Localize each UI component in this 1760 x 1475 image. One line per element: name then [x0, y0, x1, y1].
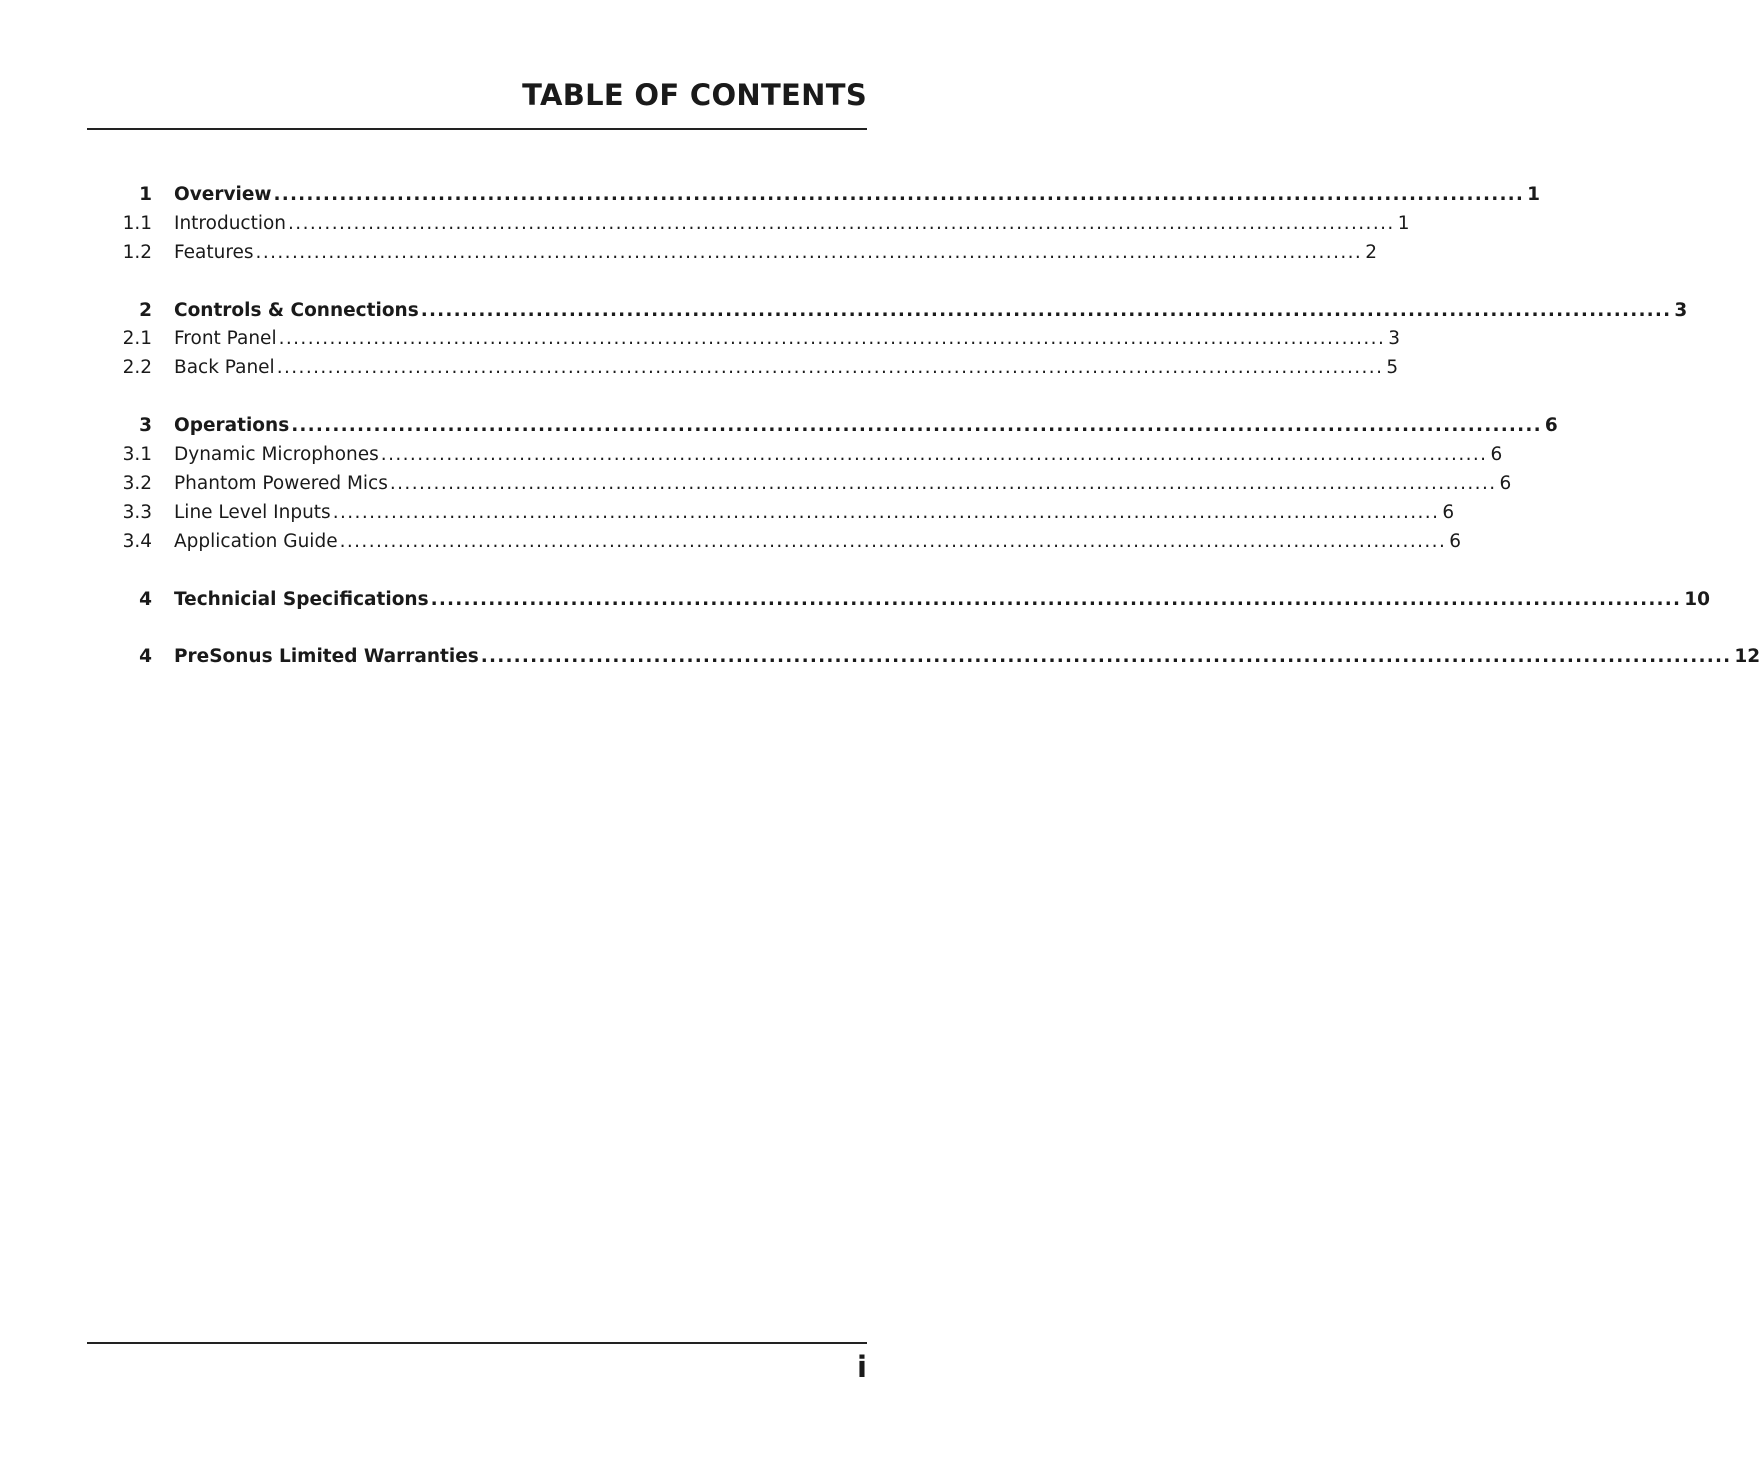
toc-entry-chapter-4-warranties[interactable] [0, 645, 1760, 669]
dot-leader: ........................................................................................................................................................ [480, 646, 1732, 667]
toc-entry-page: 5 [1386, 357, 1399, 378]
page-title: TABLE OF CONTENTS [522, 78, 867, 112]
toc-entry-page: 1 [1397, 213, 1410, 234]
toc-entry-page: 1 [1527, 184, 1541, 205]
toc-entry-number: 1 [139, 184, 152, 205]
toc-entry-chapter-2[interactable] [0, 299, 1688, 323]
toc-entry-2-1[interactable] [0, 327, 1401, 351]
toc-entry-title: Application Guide [174, 531, 338, 552]
dot-leader: ........................................................................................................................................................ [430, 589, 1682, 610]
toc-entry-number: 1.2 [122, 242, 152, 263]
dot-leader: ........................................................................................................................................................ [420, 300, 1672, 321]
toc-entry-title: Phantom Powered Mics [174, 473, 388, 494]
toc-entry-page: 6 [1499, 473, 1512, 494]
toc-entry-number: 4 [139, 589, 152, 610]
toc-entry-title: Dynamic Microphones [174, 444, 379, 465]
toc-entry-page: 12 [1734, 646, 1760, 667]
toc-entry-title: Introduction [174, 213, 287, 234]
dot-leader: ........................................................................................................................................................ [380, 444, 1488, 465]
toc-entry-3-2[interactable] [0, 472, 1512, 496]
toc-entry-page: 10 [1684, 589, 1710, 610]
toc-entry-title: Line Level Inputs [174, 502, 331, 523]
toc-entry-title: Operations [174, 415, 290, 436]
toc-entry-title: Controls & Connections [174, 300, 419, 321]
dot-leader: ........................................................................................................................................................ [276, 357, 1384, 378]
toc-entry-number: 2.1 [122, 328, 152, 349]
dot-leader: ........................................................................................................................................................ [288, 213, 1395, 234]
toc-entry-title: Features [174, 242, 254, 263]
toc-entry-1-2[interactable] [0, 241, 1377, 265]
toc-entry-number: 1.1 [122, 213, 152, 234]
toc-entry-2-2[interactable] [0, 356, 1399, 380]
toc-entry-page: 6 [1442, 502, 1455, 523]
toc-entry-page: 6 [1544, 415, 1558, 436]
toc-entry-page: 3 [1388, 328, 1401, 349]
dot-leader: ........................................................................................................................................................ [389, 473, 1497, 494]
footer-rule [87, 1342, 867, 1344]
toc-entry-number: 3.3 [122, 502, 152, 523]
toc-entry-title: Overview [174, 184, 272, 205]
toc-entry-3-4[interactable] [0, 530, 1462, 554]
toc-entry-chapter-1[interactable] [0, 183, 1541, 207]
toc-entry-number: 3 [139, 415, 152, 436]
page-number: i [857, 1350, 867, 1384]
toc-entry-3-1[interactable] [0, 443, 1503, 467]
dot-leader: ........................................................................................................................................................ [291, 415, 1542, 436]
toc-entry-chapter-4-specifications[interactable] [0, 588, 1710, 612]
toc-entry-number: 4 [139, 646, 152, 667]
toc-entry-number: 3.2 [122, 473, 152, 494]
toc-entry-title: Back Panel [174, 357, 275, 378]
toc-entry-title: Technicial Specifications [174, 589, 429, 610]
toc-entry-1-1[interactable] [0, 212, 1410, 236]
toc-entry-page: 3 [1674, 300, 1688, 321]
dot-leader: ........................................................................................................................................................ [332, 502, 1440, 523]
toc-entry-number: 2.2 [122, 357, 152, 378]
dot-leader: ........................................................................................................................................................ [255, 242, 1363, 263]
toc-entry-title: Front Panel [174, 328, 277, 349]
toc-entry-title: PreSonus Limited Warranties [174, 646, 479, 667]
toc-entry-page: 6 [1490, 444, 1503, 465]
header-rule [87, 128, 867, 130]
toc-entry-page: 6 [1449, 531, 1462, 552]
toc-entry-chapter-3[interactable] [0, 414, 1558, 438]
toc-entry-number: 2 [139, 300, 152, 321]
toc-entry-page: 2 [1365, 242, 1377, 263]
dot-leader: ........................................................................................................................................................ [278, 328, 1386, 349]
toc-entry-3-3[interactable] [0, 501, 1455, 525]
toc-entry-number: 3.1 [122, 444, 152, 465]
dot-leader: ........................................................................................................................................................ [339, 531, 1447, 552]
toc-entry-number: 3.4 [122, 531, 152, 552]
dot-leader: ........................................................................................................................................................ [273, 184, 1525, 205]
